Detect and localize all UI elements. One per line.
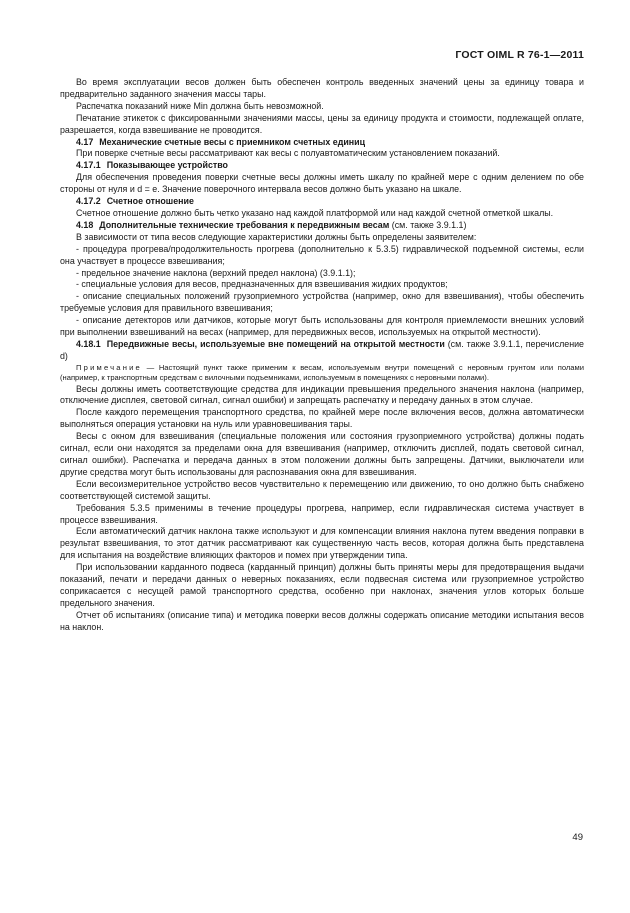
note-label: Примечание	[76, 362, 142, 372]
paragraph: Отчет об испытаниях (описание типа) и методика поверки весов должны содержать описание методики испытания весов на наклон.	[60, 609, 584, 632]
section-heading	[60, 339, 584, 363]
section-reference: (см. также 3.9.1.1)	[389, 219, 467, 230]
paragraph: Для обеспечения проведения поверки счетные весы должны иметь шкалу по крайней мере с одним делением по обе стороны от нуля и d = e. Значение поверочного интервала весов должно быть указано на шкале.	[60, 172, 584, 195]
paragraph: Весы с окном для взвешивания (специальные положения или состояния грузоприемного устройства) должны подать сигнал, если они находятся за пределами окна для взвешивания (например, отключить дисплей, подать световой сигнал, сигнал ошибки). Распечатка и передача данных в этом положении должны быть запрещены. Датчики, выключатели или другие средства могут быть использованы для распознавания окна для взвешивания.	[60, 431, 584, 477]
section-number: 4.18	[76, 219, 94, 230]
section-title: Показывающее устройство	[106, 160, 228, 171]
list-item: - специальные условия для весов, предназначенных для взвешивания жидких продуктов;	[76, 279, 448, 290]
section-number: 4.17.1	[76, 160, 101, 171]
paragraph: В зависимости от типа весов следующие характеристики должны быть определены заявителем:	[76, 231, 477, 242]
page-number: 49	[572, 832, 583, 843]
paragraph: При поверке счетные весы рассматривают как весы с полуавтоматическим установлением показаний.	[76, 148, 500, 159]
paragraph: Если автоматический датчик наклона также используют и для компенсации влияния наклона путем введения поправки в результат взвешивания, то этот датчик рассматривают как существенную часть весов, которая должна быть представлена для испытания на воздействие влияющих факторов и помех при утверждении типа.	[60, 526, 584, 561]
list-item: - процедура прогрева/продолжительность прогрева (дополнительно к 5.3.5) гидравлической подъемной системы, если она участвует в процессе взвешивания;	[60, 243, 584, 266]
section-heading	[60, 220, 584, 232]
paragraph: При использовании карданного подвеса (карданный принцип) должны быть приняты меры для предотвращения выдачи показаний, печати и передачи данных о неверных показаниях, если подвесная система или грузоприемное устройство соприкасается с несущей рамой транспортного средства, особенно при наклонах, значения углов которых больше предельного значения.	[60, 562, 584, 608]
list-item: - описание специальных положений грузоприемного устройства (например, окно для взвешивания), чтобы обеспечить требуемые условия для правильного взвешивания;	[60, 291, 584, 314]
section-title: Счетное отношение	[106, 196, 194, 207]
section-heading	[60, 137, 584, 149]
section-number: 4.18.1	[76, 338, 101, 349]
section-heading	[60, 196, 584, 208]
section-heading	[60, 160, 584, 172]
section-title: Механические счетные весы с приемником счетных единиц	[99, 136, 366, 147]
page-header: ГОСТ OIML R 76-1—2011	[455, 49, 584, 61]
section-number: 4.17	[76, 136, 94, 147]
paragraph: Требования 5.3.5 применимы в течение процедуры прогрева, например, если гидравлическая система участвует в процессе взвешивания.	[60, 502, 584, 525]
section-title: Дополнительные технические требования к передвижным весам	[99, 219, 390, 230]
note-text: — Настоящий пункт также применим к весам, используемым внутри помещений с неровным грунтом или полами (например, к транспортным средствам с вилочными подъемниками, используемым в помещениях с неровными полами).	[60, 362, 584, 383]
paragraph: Весы должны иметь соответствующие средства для индикации превышения предельного значения наклона (например, отключение дисплея, световой сигнал, сигнал ошибки) и запрещать распечатку и передачу данных в этом случае.	[60, 383, 584, 406]
paragraph: Счетное отношение должно быть четко указано над каждой платформой или над каждой счетной отметкой шкалы.	[76, 207, 554, 218]
section-title: Передвижные весы, используемые вне помещений на открытой местности	[106, 338, 445, 349]
list-item: - описание детекторов или датчиков, которые могут быть использованы для контроля приемлемости внешних условий при выполнении взвешиваний на весах (например, для передвижных весов, используемых на открытой местности).	[60, 315, 584, 338]
list-item: - предельное значение наклона (верхний предел наклона) (3.9.1.1);	[76, 267, 356, 278]
paragraph: Если весоизмерительное устройство весов чувствительно к перемещению или движению, то оно должно быть снабжено соответствующей системой защиты.	[60, 478, 584, 501]
paragraph: Печатание этикеток с фиксированными значениями массы, цены за единицу продукта и стоимости, подлежащей оплате, разрешается, когда взвешивание не проводится.	[60, 112, 584, 135]
paragraph: Во время эксплуатации весов должен быть обеспечен контроль введенных значений цены за единицу товара и предварительно заданного значения массы тары.	[60, 77, 584, 99]
paragraph: Распечатка показаний ниже Min должна быть невозможной.	[76, 100, 324, 111]
document-body	[60, 77, 584, 634]
section-number: 4.17.2	[76, 196, 101, 207]
section-reference: (см. также 3.9.1.1, перечисление d)	[60, 338, 584, 361]
note-paragraph	[60, 363, 584, 384]
paragraph: После каждого перемещения транспортного средства, по крайней мере после включения весов, должна автоматически выполняться операция установки на нуль или уравновешивания тары.	[60, 407, 584, 430]
